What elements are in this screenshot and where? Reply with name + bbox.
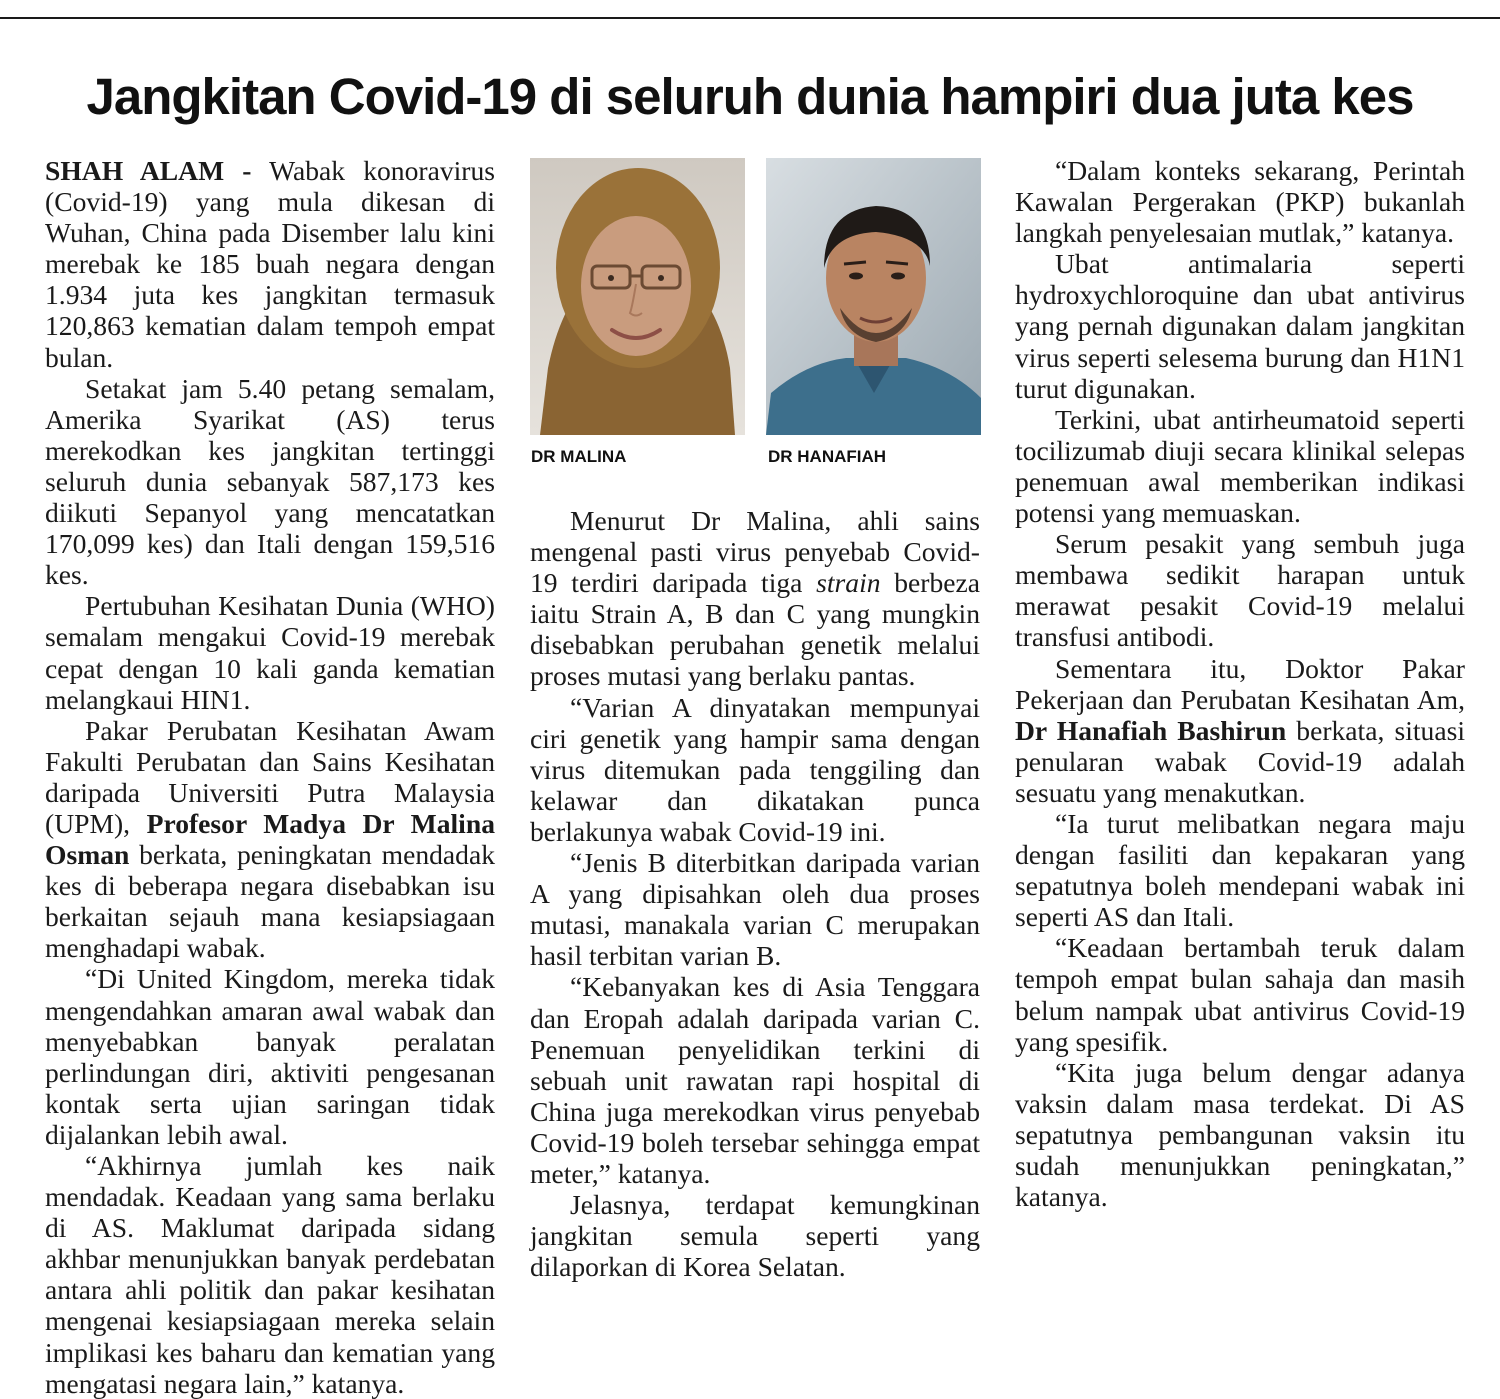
article-column-2 bbox=[530, 505, 980, 1282]
portrait-man-image bbox=[766, 158, 981, 435]
article-paragraph: Pakar Perubatan Kesihatan Awam Fakulti Perubatan dan Sains Kesihatan daripada Universiti Putra Malaysia (UPM), Profesor Madya Dr Malina Osman berkata, peningkatan mendadak kes di beberapa negara disebabkan isu berkaitan sejauh mana kesiapsiagaan menghadapi wabak. bbox=[45, 714, 496, 964]
article-paragraph: Terkini, ubat antirheumatoid seperti tocilizumab diuji secara klinikal selepas penemuan awal memberikan indikasi potensi yang memuaskan. bbox=[1015, 403, 1465, 529]
article-paragraph: “Jenis B diterbitkan daripada varian A yang dipisahkan oleh dua proses mutasi, manakala varian C merupakan hasil terbitan varian B. bbox=[530, 847, 980, 972]
article-paragraph: “Ia turut melibatkan negara maju dengan fasiliti dan kepakaran yang sepatutnya boleh mendepani wabak ini seperti AS dan Itali. bbox=[1015, 807, 1465, 933]
article-paragraph: Menurut Dr Malina, ahli sains mengenal pasti virus penyebab Covid-19 terdiri daripada tiga strain berbeza iaitu Strain A, B dan C yang mungkin disebabkan perubahan genetik melalui proses mutasi yang berlaku pantas. bbox=[530, 505, 980, 692]
article-column-3 bbox=[1015, 155, 1465, 1212]
article-paragraph: SHAH ALAM - Wabak konoravirus (Covid-19) yang mula dikesan di Wuhan, China pada Disember lalu kini merebak ke 185 buah negara dengan 1.934 juta kes jangkitan termasuk 120,863 kematian dalam tempoh empat bulan. bbox=[45, 155, 496, 373]
article-paragraph: Jelasnya, terdapat kemungkinan jangkitan semula seperti yang dilaporkan di Korea Selatan. bbox=[530, 1189, 980, 1283]
article-paragraph: “Dalam konteks sekarang, Perintah Kawalan Pergerakan (PKP) bukanlah langkah penyelesaian mutlak,” katanya. bbox=[1015, 155, 1465, 249]
dateline: SHAH ALAM - bbox=[45, 155, 252, 186]
photo-caption: DR HANAFIAH bbox=[768, 447, 887, 466]
article-paragraph: Pertubuhan Kesihatan Dunia (WHO) semalam mengakui Covid-19 merebak cepat dengan 10 kali ganda kematian melangkaui HIN1. bbox=[45, 590, 495, 715]
article-paragraph: Setakat jam 5.40 petang semalam, Amerika Syarikat (AS) terus merekodkan kes jangkitan tertinggi seluruh dunia sebanyak 587,173 kes diikuti Sepanyol yang mencatatkan 170,099 kes) dan Itali dengan 159,516 kes. bbox=[45, 372, 495, 591]
expert-name: Dr Hanafiah Bashirun bbox=[1015, 714, 1287, 746]
article-paragraph: Sementara itu, Doktor Pakar Pekerjaan dan Perubatan Kesihatan Am, Dr Hanafiah Bashirun berkata, situasi penularan wabak Covid-19 adalah sesuatu yang menakutkan. bbox=[1015, 652, 1465, 808]
article-paragraph: “Kebanyakan kes di Asia Tenggara dan Eropah adalah daripada varian C. Penemuan penyelidikan terkini di sebuah unit rawatan rapi hospital di China juga merekodkan virus penyebab Covid-19 boleh tersebar sehingga empat meter,” katanya. bbox=[530, 971, 980, 1189]
article-paragraph: “Akhirnya jumlah kes naik mendadak. Keadaan yang sama berlaku di AS. Maklumat daripada sidang akhbar menunjukkan banyak perdebatan antara ahli politik dan pakar kesihatan mengenai kesiapsiagaan mereka selain implikasi kes baharu dan kematian yang mengatasi negara lain,” katanya. bbox=[45, 1150, 495, 1399]
article-paragraph: “Keadaan bertambah teruk dalam tempoh empat bulan sahaja dan masih belum nampak ubat antivirus Covid-19 yang spesifik. bbox=[1015, 932, 1465, 1057]
expert-name: Profesor Madya Dr Malina Osman bbox=[45, 807, 495, 871]
article-paragraph: “Varian A dinyatakan mempunyai ciri genetik yang hampir sama dengan virus ditemukan pada tenggiling dan kelawar dan dikatakan punca berlakunya wabak Covid-19 ini. bbox=[530, 691, 980, 847]
photo-dr-malina bbox=[530, 158, 745, 435]
article-paragraph: “Kita juga belum dengar adanya vaksin dalam masa terdekat. Di AS sepatutnya pembangunan vaksin itu sudah menunjukkan peningkatan,” katanya. bbox=[1015, 1056, 1465, 1213]
top-rule bbox=[0, 17, 1500, 19]
photo-dr-hanafiah bbox=[766, 158, 981, 435]
headline: Jangkitan Covid-19 di seluruh dunia hampiri dua juta kes bbox=[86, 68, 1414, 125]
portrait-woman-image bbox=[530, 158, 745, 435]
photo-caption: DR MALINA bbox=[531, 447, 627, 466]
article-column-1 bbox=[45, 155, 495, 1399]
article-paragraph: Ubat antimalaria seperti hydroxychloroquine dan ubat antivirus yang pernah digunakan dalam jangkitan virus seperti selesema burung dan H1N1 turut digunakan. bbox=[1015, 248, 1465, 404]
emphasis: strain bbox=[816, 567, 881, 599]
article-paragraph: “Di United Kingdom, mereka tidak mengendahkan amaran awal wabak dan menyebabkan banyak peralatan perlindungan diri, aktiviti pengesanan kontak serta ujian saringan tidak dijalankan lebih awal. bbox=[45, 963, 495, 1150]
article-paragraph: Serum pesakit yang sembuh juga membawa sedikit harapan untuk merawat pesakit Covid-19 melalui transfusi antibodi. bbox=[1015, 528, 1465, 653]
